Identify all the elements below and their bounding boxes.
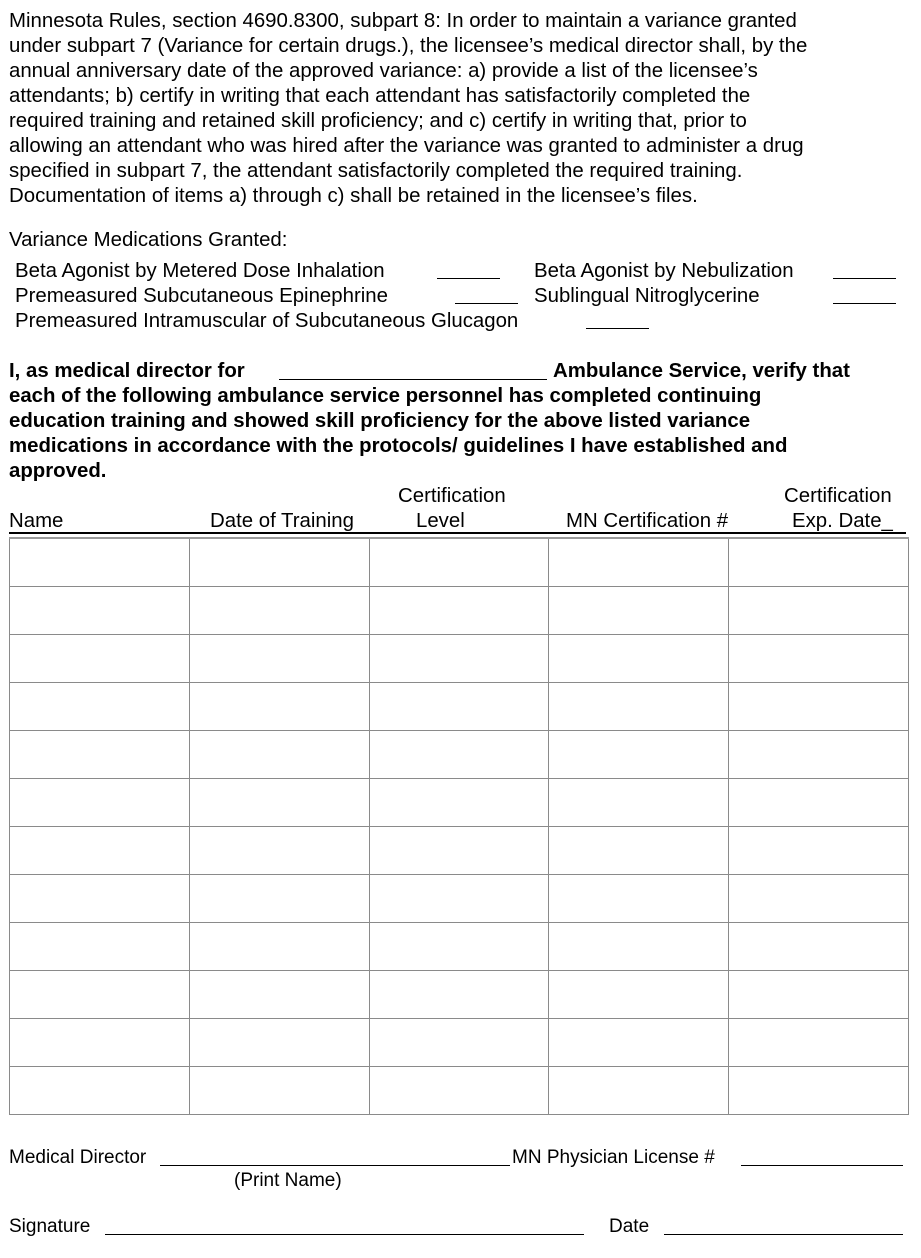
attestation-line1-suffix: Ambulance Service, verify that	[553, 360, 850, 382]
table-cell[interactable]	[189, 635, 369, 683]
table-row	[10, 779, 909, 827]
table-cell-input[interactable]	[549, 875, 728, 922]
medication-label: Beta Agonist by Metered Dose Inhalation	[15, 260, 385, 282]
table-cell[interactable]	[549, 587, 729, 635]
table-cell-input[interactable]	[370, 827, 549, 874]
table-cell-input[interactable]	[549, 827, 728, 874]
table-cell-input[interactable]	[190, 923, 369, 970]
table-cell-input[interactable]	[10, 1067, 189, 1114]
header-certification-level-top: Certification	[398, 485, 506, 507]
table-cell[interactable]	[10, 587, 190, 635]
table-cell-input[interactable]	[10, 635, 189, 682]
attestation-line: each of the following ambulance service personnel has completed continuing	[9, 385, 762, 407]
table-cell[interactable]	[729, 538, 909, 587]
table-cell[interactable]	[729, 827, 909, 875]
table-cell-input[interactable]	[190, 587, 369, 634]
table-cell[interactable]	[369, 731, 549, 779]
table-cell-input[interactable]	[10, 587, 189, 634]
table-row	[10, 923, 909, 971]
table-cell-input[interactable]	[549, 731, 728, 778]
table-cell-input[interactable]	[729, 683, 908, 730]
table-cell-input[interactable]	[190, 731, 369, 778]
table-cell[interactable]	[189, 875, 369, 923]
table-cell[interactable]	[369, 971, 549, 1019]
table-cell[interactable]	[549, 731, 729, 779]
table-cell[interactable]	[10, 1019, 190, 1067]
table-cell[interactable]	[369, 875, 549, 923]
table-cell[interactable]	[729, 731, 909, 779]
table-cell-input[interactable]	[10, 731, 189, 778]
license-field[interactable]	[741, 1165, 903, 1166]
table-cell[interactable]	[549, 1067, 729, 1115]
medications-heading: Variance Medications Granted:	[9, 229, 288, 251]
table-cell[interactable]	[369, 1019, 549, 1067]
header-certification-level: Level	[416, 510, 465, 532]
table-cell-input[interactable]	[549, 539, 728, 586]
table-cell-input[interactable]	[190, 683, 369, 730]
table-row	[10, 683, 909, 731]
ambulance-service-field[interactable]	[279, 379, 547, 380]
table-cell[interactable]	[549, 923, 729, 971]
table-cell-input[interactable]	[370, 923, 549, 970]
table-cell[interactable]	[10, 683, 190, 731]
table-cell-input[interactable]	[370, 683, 549, 730]
table-cell[interactable]	[10, 923, 190, 971]
table-cell[interactable]	[189, 971, 369, 1019]
personnel-table	[9, 537, 909, 1115]
table-row	[10, 587, 909, 635]
attestation-line: education training and showed skill proficiency for the above listed variance	[9, 410, 751, 432]
medication-blank-field[interactable]	[833, 278, 896, 279]
header-exp-date-top: Certification	[784, 485, 892, 507]
table-cell-input[interactable]	[549, 1019, 728, 1066]
table-cell-input[interactable]	[729, 923, 908, 970]
medication-blank-field[interactable]	[437, 278, 500, 279]
table-cell[interactable]	[369, 1067, 549, 1115]
table-row	[10, 635, 909, 683]
table-cell-input[interactable]	[370, 971, 549, 1018]
table-cell[interactable]	[549, 827, 729, 875]
license-label: MN Physician License #	[512, 1147, 715, 1168]
table-cell[interactable]	[549, 779, 729, 827]
table-cell-input[interactable]	[190, 1019, 369, 1066]
table-cell[interactable]	[729, 779, 909, 827]
table-cell-input[interactable]	[370, 587, 549, 634]
rule-line: attendants; b) certify in writing that each attendant has satisfactorily completed the	[9, 85, 751, 107]
medical-director-label: Medical Director	[9, 1147, 147, 1168]
table-cell-input[interactable]	[729, 731, 908, 778]
table-cell-input[interactable]	[190, 971, 369, 1018]
table-cell[interactable]	[729, 1067, 909, 1115]
table-cell-input[interactable]	[10, 827, 189, 874]
table-cell[interactable]	[189, 1019, 369, 1067]
signature-field[interactable]	[105, 1234, 584, 1235]
table-cell-input[interactable]	[370, 875, 549, 922]
table-cell-input[interactable]	[370, 731, 549, 778]
table-cell[interactable]	[729, 587, 909, 635]
table-cell-input[interactable]	[729, 779, 908, 826]
table-row	[10, 1067, 909, 1115]
rule-line: allowing an attendant who was hired after the variance was granted to administer a drug	[9, 135, 804, 157]
table-cell[interactable]	[729, 1019, 909, 1067]
table-cell-input[interactable]	[729, 539, 908, 586]
table-cell[interactable]	[549, 1019, 729, 1067]
print-name-hint: (Print Name)	[234, 1170, 342, 1191]
attestation-line: approved.	[9, 460, 107, 482]
table-cell[interactable]	[189, 731, 369, 779]
table-cell[interactable]	[189, 779, 369, 827]
table-cell[interactable]	[729, 683, 909, 731]
date-label: Date	[609, 1216, 650, 1237]
table-row	[10, 731, 909, 779]
table-cell-input[interactable]	[729, 875, 908, 922]
table-cell-input[interactable]	[190, 827, 369, 874]
table-cell-input[interactable]	[370, 1019, 549, 1066]
table-cell-input[interactable]	[10, 683, 189, 730]
table-cell-input[interactable]	[729, 971, 908, 1018]
table-cell-input[interactable]	[370, 1067, 549, 1114]
table-cell-input[interactable]	[729, 1067, 908, 1114]
table-cell[interactable]	[549, 538, 729, 587]
table-cell[interactable]	[549, 635, 729, 683]
table-cell-input[interactable]	[549, 923, 728, 970]
table-row	[10, 538, 909, 587]
table-cell-input[interactable]	[729, 827, 908, 874]
table-cell[interactable]	[189, 827, 369, 875]
medication-blank-field[interactable]	[833, 303, 896, 304]
date-field[interactable]	[664, 1234, 903, 1235]
table-cell-input[interactable]	[549, 635, 728, 682]
table-cell-input[interactable]	[10, 875, 189, 922]
table-cell[interactable]	[10, 827, 190, 875]
medication-label: Sublingual Nitroglycerine	[534, 285, 760, 307]
table-cell-input[interactable]	[10, 539, 189, 586]
medication-blank-field[interactable]	[455, 303, 518, 304]
table-cell-input[interactable]	[549, 779, 728, 826]
table-cell-input[interactable]	[370, 635, 549, 682]
table-cell-input[interactable]	[729, 587, 908, 634]
table-row	[10, 971, 909, 1019]
header-mn-certification: MN Certification #	[566, 510, 729, 532]
table-cell-input[interactable]	[10, 779, 189, 826]
medication-label: Premeasured Subcutaneous Epinephrine	[15, 285, 388, 307]
table-row	[10, 875, 909, 923]
table-cell[interactable]	[10, 875, 190, 923]
table-cell[interactable]	[549, 971, 729, 1019]
table-cell[interactable]	[189, 1067, 369, 1115]
table-row	[10, 1019, 909, 1067]
header-exp-date: Exp. Date_	[792, 510, 893, 532]
table-cell-input[interactable]	[190, 779, 369, 826]
table-cell[interactable]	[729, 875, 909, 923]
table-cell[interactable]	[10, 971, 190, 1019]
table-cell-input[interactable]	[729, 635, 908, 682]
table-cell[interactable]	[10, 779, 190, 827]
table-cell[interactable]	[189, 683, 369, 731]
rule-paragraph	[9, 9, 914, 209]
table-cell-input[interactable]	[370, 539, 549, 586]
table-cell-input[interactable]	[549, 971, 728, 1018]
table-cell[interactable]	[10, 731, 190, 779]
table-cell-input[interactable]	[729, 1019, 908, 1066]
table-cell-input[interactable]	[370, 779, 549, 826]
medication-label: Beta Agonist by Nebulization	[534, 260, 794, 282]
table-cell[interactable]	[10, 538, 190, 587]
rule-line: Minnesota Rules, section 4690.8300, subpart 8: In order to maintain a variance granted	[9, 10, 797, 32]
table-cell-input[interactable]	[549, 683, 728, 730]
rule-line: annual anniversary date of the approved variance: a) provide a list of the licensee’s	[9, 60, 758, 82]
header-date-of-training: Date of Training	[210, 510, 354, 532]
attestation-line: medications in accordance with the protocols/ guidelines I have established and	[9, 435, 788, 457]
table-cell-input[interactable]	[190, 875, 369, 922]
header-underline	[9, 532, 906, 534]
medical-director-field[interactable]	[160, 1165, 510, 1166]
table-cell[interactable]	[729, 635, 909, 683]
table-cell[interactable]	[189, 923, 369, 971]
table-cell[interactable]	[369, 827, 549, 875]
rule-line: specified in subpart 7, the attendant satisfactorily completed the required training.	[9, 160, 743, 182]
signature-label: Signature	[9, 1216, 91, 1237]
table-cell-input[interactable]	[10, 1019, 189, 1066]
table-cell-input[interactable]	[549, 1067, 728, 1114]
table-cell[interactable]	[369, 779, 549, 827]
rule-line: required training and retained skill proficiency; and c) certify in writing that, prior to	[9, 110, 747, 132]
table-cell-input[interactable]	[190, 539, 369, 586]
table-cell[interactable]	[369, 587, 549, 635]
attestation-prefix: I, as medical director for	[9, 360, 245, 382]
table-cell[interactable]	[10, 1067, 190, 1115]
medication-label: Premeasured Intramuscular of Subcutaneous Glucagon	[15, 310, 519, 332]
table-cell[interactable]	[369, 923, 549, 971]
table-cell[interactable]	[549, 683, 729, 731]
table-cell-input[interactable]	[190, 635, 369, 682]
table-cell-input[interactable]	[190, 1067, 369, 1114]
table-cell[interactable]	[729, 923, 909, 971]
table-cell[interactable]	[369, 683, 549, 731]
table-cell[interactable]	[729, 971, 909, 1019]
table-cell[interactable]	[189, 538, 369, 587]
table-cell-input[interactable]	[549, 587, 728, 634]
header-name: Name	[9, 510, 64, 532]
rule-line: Documentation of items a) through c) shall be retained in the licensee’s files.	[9, 185, 698, 207]
table-cell-input[interactable]	[10, 923, 189, 970]
table-cell[interactable]	[549, 875, 729, 923]
medication-blank-field[interactable]	[586, 328, 649, 329]
table-cell[interactable]	[369, 538, 549, 587]
table-cell[interactable]	[10, 635, 190, 683]
table-cell[interactable]	[369, 635, 549, 683]
table-row	[10, 827, 909, 875]
rule-line: under subpart 7 (Variance for certain drugs.), the licensee’s medical director shall, by the	[9, 35, 808, 57]
table-cell[interactable]	[189, 587, 369, 635]
table-cell-input[interactable]	[10, 971, 189, 1018]
